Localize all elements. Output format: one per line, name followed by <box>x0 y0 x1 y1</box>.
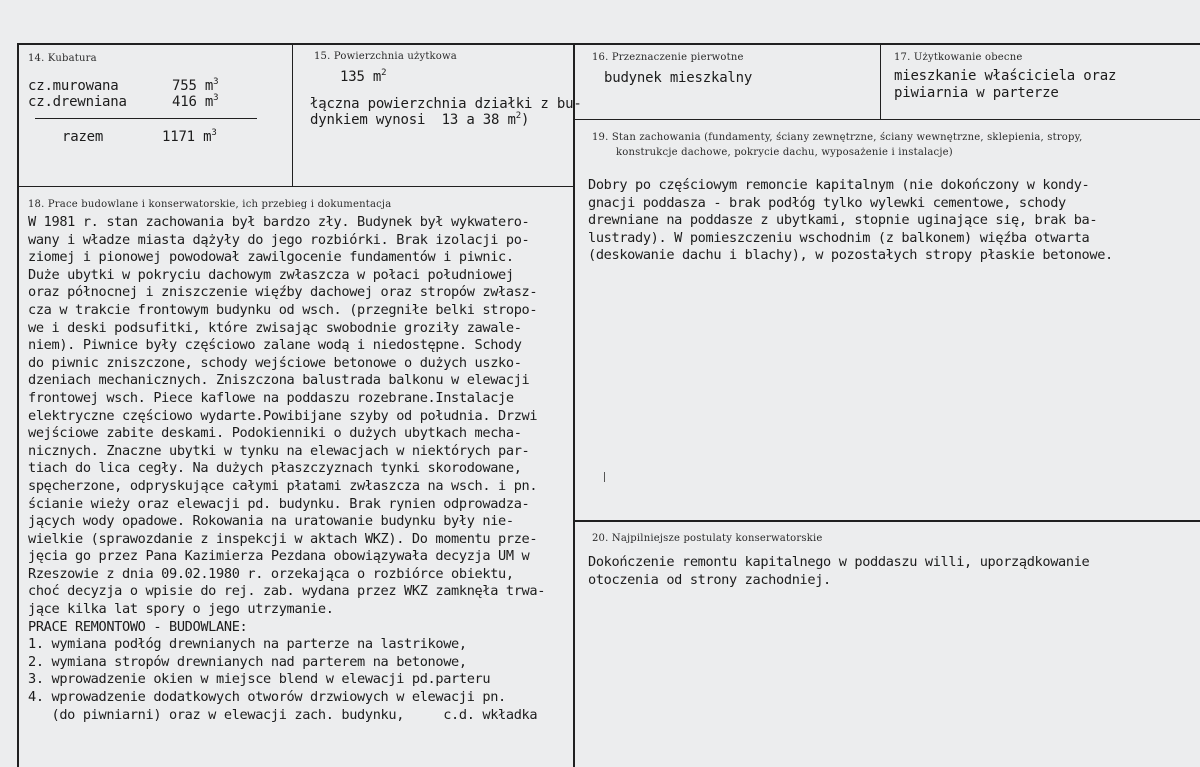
plot-area-line1: łączna powierzchnia działki z bu- <box>310 96 582 112</box>
condition-line: lustrady). W pomieszczeniu wschodnim (z balkonem) więźba otwarta <box>588 229 1090 246</box>
postulates-label: 20. Najpilniejsze postulaty konserwatorskie <box>592 533 823 544</box>
works-line: niem). Piwnice były częściowo zalane wodą i niedostępne. Schody <box>28 337 522 354</box>
condition-label-line1: 19. Stan zachowania (fundamenty, ściany zewnętrzne, ściany wewnętrzne, sklepienia, stropy, <box>592 132 1083 143</box>
top-rule <box>18 43 1200 45</box>
condition-line: Dobry po częściowym remoncie kapitalnym (nie dokończony w kondy- <box>588 177 1090 193</box>
works-line: nicznych. Znaczne ubytki w tynku na elewacjach w niektórych par- <box>28 442 530 459</box>
works-line: wany i władze miasta dążyły do jego rozbiórki. Brak izolacji po- <box>28 231 530 248</box>
rule-above-18 <box>18 186 574 187</box>
current-use-label: 17. Użytkowanie obecne <box>894 52 1023 63</box>
condition-line: drewniane na poddasze z ubytkami, stopnie uginające się, brak ba- <box>588 212 1098 229</box>
works-line: oraz północnej i zniszczenie więźby dachowej oraz stropów zwłasz- <box>28 284 538 301</box>
works-line: Rzeszowie z dnia 09.02.1980 r. orzekająca o rozbiórce obiektu, <box>28 565 514 582</box>
works-line: spęcherzone, odpryskujące całymi płatami zwłaszcza na wsch. i pn. <box>28 477 538 494</box>
works-line: elektryczne częściowo wydarte.Powibijane szyby od południa. Drzwi <box>28 407 538 424</box>
divider-14-15 <box>292 44 293 186</box>
kubatura-wood-name: cz.drewniana <box>28 94 127 110</box>
kubatura-wood-value: 416 $m^3$ <box>172 93 219 110</box>
works-line: W 1981 r. stan zachowania był bardzo zły. Budynek był wykwatero- <box>28 214 530 230</box>
condition-label-line2: konstrukcje dachowe, pokrycie dachu, wyposażenie i instalacje) <box>616 147 953 158</box>
works-line: tiach do lica cegły. Na dużych płaszczyznach tynki skorodowane, <box>28 460 522 477</box>
postulates-line: Dokończenie remontu kapitalnego w poddaszu willi, uporządkowanie <box>588 554 1090 570</box>
current-use-line2: piwiarnia w parterze <box>894 85 1059 101</box>
works-label: 18. Prace budowlane i konserwatorskie, ich przebieg i dokumentacja <box>28 199 392 210</box>
postulates-line: otoczenia od strony zachodniej. <box>588 571 831 588</box>
kubatura-total-value: 1171 $m^3$ <box>162 128 217 145</box>
condition-line: (deskowanie dachu i blachy), w pozostałych stropy płaskie betonowe. <box>588 247 1113 264</box>
usable-area: 135 $m^2$ <box>340 68 387 85</box>
works-line: 4. wprowadzenie dodatkowych otworów drzwiowych w elewacji pn. <box>28 689 506 706</box>
works-line: ścianie wieży oraz elewacji pd. budynku. Brak rynien odprowadza- <box>28 495 530 512</box>
kubatura-sum-rule <box>35 118 257 119</box>
works-line: Duże ubytki w pokryciu dachowym zwłaszcza w połaci południowej <box>28 266 514 283</box>
works-line: dzeniach mechanicznych. Zniszczona balustrada balkonu w elewacji <box>28 372 530 389</box>
works-line: (do piwniarni) oraz w elewacji zach. budynku, c.d. wkładka <box>28 706 538 723</box>
kubatura-total-name: razem <box>62 129 104 145</box>
works-line: frontowej wsch. Piece kaflowe na poddaszu rozebrane.Instalacje <box>28 389 514 406</box>
original-use-label: 16. Przeznaczenie pierwotne <box>592 52 744 63</box>
works-line: jących wody opadowe. Rokowania na uratowanie budynku były nie- <box>28 513 514 530</box>
works-line: choć decyzja o wpisie do rej. zab. wydana przez WKZ zamknęła trwa- <box>28 583 546 600</box>
kubatura-brick-value: 755 $m^3$ <box>172 77 219 94</box>
works-line: wielkie (sprawozdanie z inspekcji w aktach WKZ). Do momentu prze- <box>28 530 538 547</box>
center-rule <box>573 44 575 767</box>
kubatura-label: 14. Kubatura <box>28 53 97 64</box>
works-line: PRACE REMONTOWO - BUDOWLANE: <box>28 618 248 635</box>
rule-above-20 <box>574 520 1200 522</box>
condition-text <box>588 177 1198 265</box>
condition-line: gnacji poddasza - brak podłóg tylko wylewki cementowe, schody <box>588 194 1066 211</box>
works-line: 3. wprowadzenie okien w miejsce blend w elewacji pd.parteru <box>28 671 491 688</box>
rule-above-19 <box>574 119 1200 120</box>
left-rule <box>17 43 19 767</box>
kubatura-brick-name: cz.murowana <box>28 78 119 94</box>
postulates-text <box>588 554 1198 589</box>
original-use-value: budynek mieszkalny <box>604 70 753 86</box>
works-line: 1. wymiana podłóg drewnianych na parterze na lastrikowe, <box>28 636 467 653</box>
plot-area-line2: dynkiem wynosi 13 a 38 $m^2$) <box>310 111 530 128</box>
divider-16-17 <box>880 44 881 119</box>
works-line: wejściowe zabite deskami. Podokienniki o dużych ubytkach mecha- <box>28 425 522 442</box>
area-label: 15. Powierzchnia użytkowa <box>314 51 457 62</box>
works-line: do piwnic zniszczone, schody wejściowe betonowe o dużych uszko- <box>28 354 522 371</box>
works-line: ziomej i pionowej powodował zawilgocenie fundamentów i piwnic. <box>28 249 514 266</box>
works-line: we i deski podsufitki, które zwisając swobodnie groziły zawale- <box>28 319 522 336</box>
current-use-line1: mieszkanie właściciela oraz <box>894 68 1117 84</box>
works-line: jące kilka lat spory o jego utrzymanie. <box>28 601 334 618</box>
works-line: cza w trakcie frontowym budynku od wsch. (przegniłe belki stropo- <box>28 301 538 318</box>
pencil-mark <box>604 472 605 482</box>
works-text <box>28 214 573 724</box>
works-line: 2. wymiana stropów drewnianych nad parterem na betonowe, <box>28 653 467 670</box>
works-line: jęcia go przez Pana Kazimierza Pezdana obowiązywała decyzja UM w <box>28 548 530 565</box>
